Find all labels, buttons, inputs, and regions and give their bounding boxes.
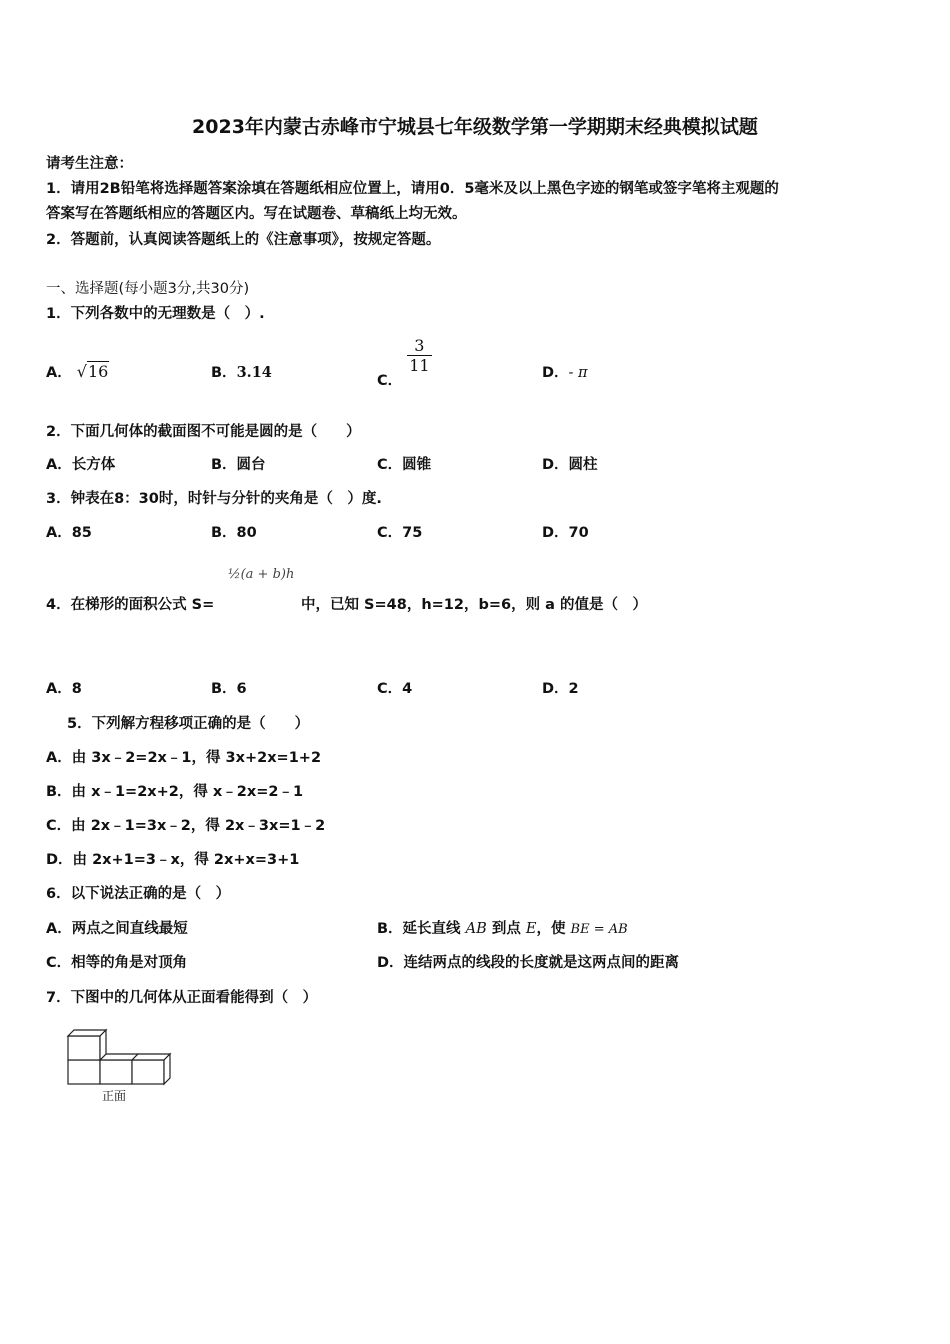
cube-front (100, 1060, 132, 1084)
q6-option-c: C．相等的角是对顶角 (46, 955, 188, 971)
notice-line-2: 2．答题前，认真阅读答题纸上的《注意事项》，按规定答题。 (46, 232, 441, 248)
cube-front (132, 1060, 164, 1084)
q6-option-b (377, 917, 628, 938)
q7-stem: 7．下图中的几何体从正面看能得到（ ） (46, 990, 318, 1006)
q6-option-d: D．连结两点的线段的长度就是这两点间的距离 (377, 955, 680, 971)
q3-option-d: D．70 (542, 525, 589, 541)
q4-option-a: A．8 (46, 681, 82, 697)
cube-side (164, 1054, 170, 1084)
q5-option-d: D．由 2x+1=3﹣x，得 2x+x=3+1 (46, 852, 300, 868)
q1-option-c (377, 336, 432, 389)
notice-heading: 请考生注意： (46, 156, 133, 172)
q5-option-c: C．由 2x﹣1=3x﹣2，得 2x﹣3x=1﹣2 (46, 818, 326, 834)
q1-option-b (211, 361, 272, 382)
q4-stem-prefix: 4．在梯形的面积公式 S= (46, 597, 215, 613)
q5-stem: 5．下列解方程移项正确的是（ ） (67, 716, 310, 732)
q6-option-a: A．两点之间直线最短 (46, 921, 188, 937)
q3-stem: 3．钟表在8：30时，时针与分针的夹角是（ ）度. (46, 491, 382, 507)
q3-option-b: B．80 (211, 525, 257, 541)
q4-option-b: B．6 (211, 681, 247, 697)
q1-c-numerator: 3 (407, 336, 431, 356)
q2-option-d: D．圆柱 (542, 457, 598, 473)
q1-stem: 1．下列各数中的无理数是（ ）. (46, 306, 265, 322)
cube-side (100, 1030, 106, 1060)
q1-c-label: C． (377, 372, 403, 389)
q6-b-point-e: E (525, 921, 537, 937)
figure-label-front: 正面 (102, 1089, 127, 1103)
trapezoid-area-formula: ½(a + b)h (228, 567, 295, 582)
q2-option-b: B．圆台 (211, 457, 266, 473)
cube-stack-figure (62, 1022, 182, 1090)
q4-option-c: C．4 (377, 681, 413, 697)
notice-line-1b: 答案写在答题纸相应的答题区内。写在试题卷、草稿纸上均无效。 (46, 206, 467, 222)
cube-front (68, 1036, 100, 1060)
cube-front (68, 1060, 100, 1084)
q1-option-d (542, 361, 588, 382)
q1-b-value: 3.14 (236, 364, 272, 381)
q2-option-c: C．圆锥 (377, 457, 432, 473)
page-title: 2023年内蒙古赤峰市宁城县七年级数学第一学期期末经典模拟试题 (192, 116, 758, 138)
q1-option-a (46, 361, 109, 382)
q6-stem: 6．以下说法正确的是（ ） (46, 886, 231, 902)
q6-b-equation: BE = AB (570, 922, 628, 937)
q2-option-a: A．长方体 (46, 457, 116, 473)
sqrt-expression: √16 (76, 362, 109, 381)
q6-b-mid: 到点 (491, 921, 521, 937)
q6-b-mid2: ，使 (536, 921, 566, 937)
q5-option-a: A．由 3x﹣2=2x﹣1，得 3x+2x=1+2 (46, 750, 322, 766)
q1-d-value: - π (568, 365, 588, 381)
q4-stem-suffix: 中，已知 S=48，h=12，b=6，则 a 的值是（ ） (301, 597, 647, 613)
fraction (407, 336, 431, 375)
q1-a-label: A． (46, 365, 72, 381)
q2-stem: 2．下面几何体的截面图不可能是圆的是（ ） (46, 424, 361, 440)
q5-option-b: B．由 x﹣1=2x+2，得 x﹣2x=2﹣1 (46, 784, 304, 800)
q1-a-radicand: 16 (88, 362, 109, 381)
cube-group (68, 1030, 170, 1084)
q6-b-prefix: B．延长直线 (377, 921, 461, 937)
q3-option-a: A．85 (46, 525, 92, 541)
q1-c-denominator: 11 (409, 356, 430, 375)
section-heading: 一、选择题(每小题3分,共30分) (46, 281, 250, 297)
q4-option-d: D．2 (542, 681, 579, 697)
notice-line-1a: 1．请用2B铅笔将选择题答案涂填在答题纸相应位置上，请用0．5毫米及以上黑色字迹的钢笔或签字笔将主观题的 (46, 181, 779, 197)
q1-d-label: D． (542, 365, 569, 381)
q1-b-label: B． (211, 365, 237, 381)
q3-option-c: C．75 (377, 525, 423, 541)
q6-b-line-ab: AB (465, 921, 487, 937)
